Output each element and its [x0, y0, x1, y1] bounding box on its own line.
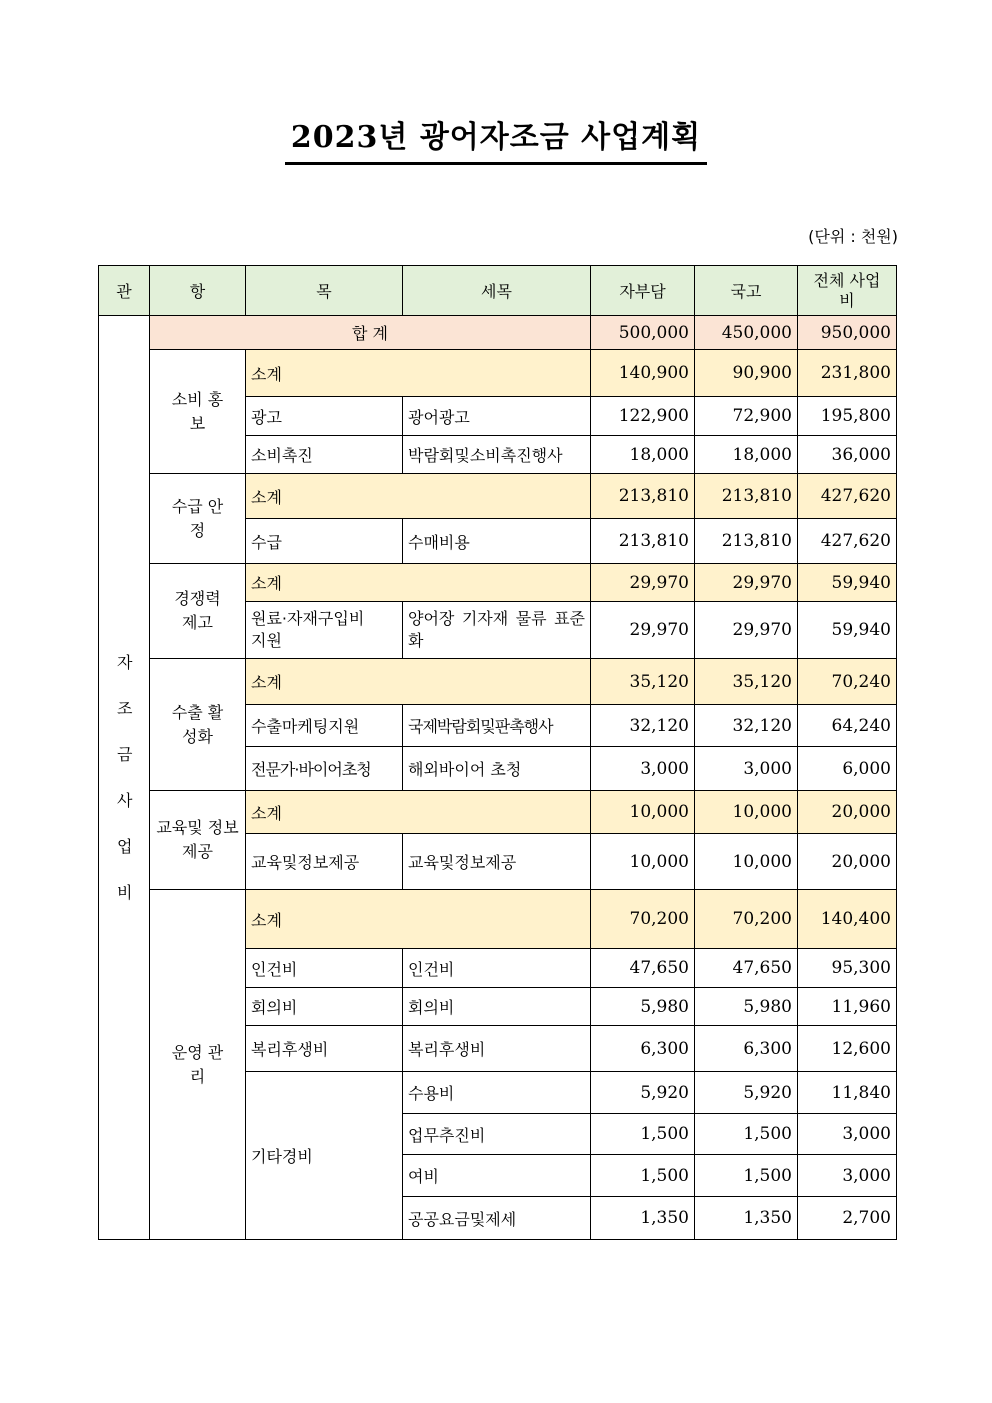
mok-cell: 전문가·바이어초청 [246, 747, 403, 791]
grand-total-national: 450,000 [695, 316, 798, 350]
subtotal-label: 소계 [246, 659, 591, 705]
semok-cell: 국제박람회및판촉행사 [403, 705, 591, 747]
semok-cell: 회의비 [403, 988, 591, 1026]
mok-cell: 수급 [246, 519, 403, 564]
mok-cell: 인건비 [246, 949, 403, 988]
mok-cell: 회의비 [246, 988, 403, 1026]
total-cell: 11,960 [798, 988, 897, 1026]
self-cell: 1,350 [591, 1197, 695, 1240]
total-cell: 95,300 [798, 949, 897, 988]
total-cell: 6,000 [798, 747, 897, 791]
subtotal-self: 10,000 [591, 791, 695, 834]
national-cell: 6,300 [695, 1026, 798, 1072]
self-cell: 1,500 [591, 1155, 695, 1197]
budget-table [98, 265, 897, 1240]
total-cell: 427,620 [798, 519, 897, 564]
national-cell: 47,650 [695, 949, 798, 988]
subtotal-total: 140,400 [798, 890, 897, 949]
national-cell: 10,000 [695, 834, 798, 890]
national-cell: 5,920 [695, 1072, 798, 1114]
unit-note: (단위 : 천원) [808, 227, 898, 246]
total-cell: 36,000 [798, 436, 897, 474]
subtotal-self: 29,970 [591, 564, 695, 602]
subtotal-row [99, 890, 897, 949]
hang-cell: 수급 안정 [150, 474, 246, 564]
self-cell: 47,650 [591, 949, 695, 988]
hang-cell: 교육및 정보제공 [150, 791, 246, 890]
total-cell: 12,600 [798, 1026, 897, 1072]
semok-cell: 복리후생비 [403, 1026, 591, 1072]
subtotal-label: 소계 [246, 474, 591, 519]
header-mok: 목 [246, 266, 403, 316]
hang-cell: 소비 홍보 [150, 350, 246, 474]
header-hang: 항 [150, 266, 246, 316]
header-row [99, 266, 897, 316]
subtotal-label: 소계 [246, 791, 591, 834]
self-cell: 6,300 [591, 1026, 695, 1072]
subtotal-row [99, 791, 897, 834]
document-title: 2023년 광어자조금 사업계획 [285, 112, 707, 165]
grand-total-label: 합 계 [150, 316, 591, 350]
total-cell: 59,940 [798, 602, 897, 659]
header-self: 자부담 [591, 266, 695, 316]
mok-cell: 광고 [246, 397, 403, 436]
national-cell: 1,350 [695, 1197, 798, 1240]
semok-cell: 인건비 [403, 949, 591, 988]
semok-cell: 광어광고 [403, 397, 591, 436]
subtotal-label: 소계 [246, 564, 591, 602]
subtotal-national: 35,120 [695, 659, 798, 705]
subtotal-total: 20,000 [798, 791, 897, 834]
total-cell: 2,700 [798, 1197, 897, 1240]
mok-cell: 복리후생비 [246, 1026, 403, 1072]
subtotal-total: 231,800 [798, 350, 897, 397]
subtotal-row [99, 350, 897, 397]
total-cell: 195,800 [798, 397, 897, 436]
semok-cell: 수용비 [403, 1072, 591, 1114]
self-cell: 29,970 [591, 602, 695, 659]
subtotal-total: 427,620 [798, 474, 897, 519]
subtotal-national: 90,900 [695, 350, 798, 397]
self-cell: 5,920 [591, 1072, 695, 1114]
mok-cell: 소비촉진 [246, 436, 403, 474]
subtotal-national: 10,000 [695, 791, 798, 834]
mok-cell: 교육및정보제공 [246, 834, 403, 890]
subtotal-label: 소계 [246, 350, 591, 397]
self-cell: 3,000 [591, 747, 695, 791]
semok-cell: 양어장 기자재 물류 표준화 [403, 602, 591, 659]
total-cell: 64,240 [798, 705, 897, 747]
subtotal-row [99, 564, 897, 602]
subtotal-row [99, 659, 897, 705]
self-cell: 18,000 [591, 436, 695, 474]
subtotal-label: 소계 [246, 890, 591, 949]
national-cell: 3,000 [695, 747, 798, 791]
header-national: 국고 [695, 266, 798, 316]
semok-cell: 박람회및소비촉진행사 [403, 436, 591, 474]
document-title-wrap [0, 112, 992, 165]
self-cell: 10,000 [591, 834, 695, 890]
semok-cell: 수매비용 [403, 519, 591, 564]
grand-total-self: 500,000 [591, 316, 695, 350]
subtotal-national: 70,200 [695, 890, 798, 949]
subtotal-self: 70,200 [591, 890, 695, 949]
grand-total-row [99, 316, 897, 350]
total-cell: 3,000 [798, 1114, 897, 1155]
subtotal-self: 35,120 [591, 659, 695, 705]
header-gwan: 관 [99, 266, 150, 316]
mok-cell: 기타경비 [246, 1072, 403, 1240]
header-total: 전체 사업비 [798, 266, 897, 316]
self-cell: 213,810 [591, 519, 695, 564]
national-cell: 5,980 [695, 988, 798, 1026]
national-cell: 1,500 [695, 1155, 798, 1197]
mok-cell: 수출마케팅지원 [246, 705, 403, 747]
subtotal-total: 59,940 [798, 564, 897, 602]
national-cell: 72,900 [695, 397, 798, 436]
self-cell: 1,500 [591, 1114, 695, 1155]
hang-cell: 운영 관리 [150, 890, 246, 1240]
national-cell: 213,810 [695, 519, 798, 564]
national-cell: 32,120 [695, 705, 798, 747]
total-cell: 11,840 [798, 1072, 897, 1114]
semok-cell: 교육및정보제공 [403, 834, 591, 890]
mok-cell: 원료·자재구입비 지원 [246, 602, 403, 659]
self-cell: 122,900 [591, 397, 695, 436]
subtotal-national: 29,970 [695, 564, 798, 602]
semok-cell: 여비 [403, 1155, 591, 1197]
total-cell: 3,000 [798, 1155, 897, 1197]
hang-cell: 수출 활성화 [150, 659, 246, 791]
semok-cell: 업무추진비 [403, 1114, 591, 1155]
subtotal-self: 213,810 [591, 474, 695, 519]
header-semok: 세목 [403, 266, 591, 316]
self-cell: 32,120 [591, 705, 695, 747]
total-cell: 20,000 [798, 834, 897, 890]
grand-total-total: 950,000 [798, 316, 897, 350]
semok-cell: 해외바이어 초청 [403, 747, 591, 791]
subtotal-row [99, 474, 897, 519]
subtotal-national: 213,810 [695, 474, 798, 519]
self-cell: 5,980 [591, 988, 695, 1026]
hang-cell: 경쟁력 제고 [150, 564, 246, 659]
national-cell: 18,000 [695, 436, 798, 474]
national-cell: 29,970 [695, 602, 798, 659]
subtotal-total: 70,240 [798, 659, 897, 705]
subtotal-self: 140,900 [591, 350, 695, 397]
gwan-cell: 자조금사업비 [99, 316, 150, 1240]
national-cell: 1,500 [695, 1114, 798, 1155]
semok-cell: 공공요금및제세 [403, 1197, 591, 1240]
